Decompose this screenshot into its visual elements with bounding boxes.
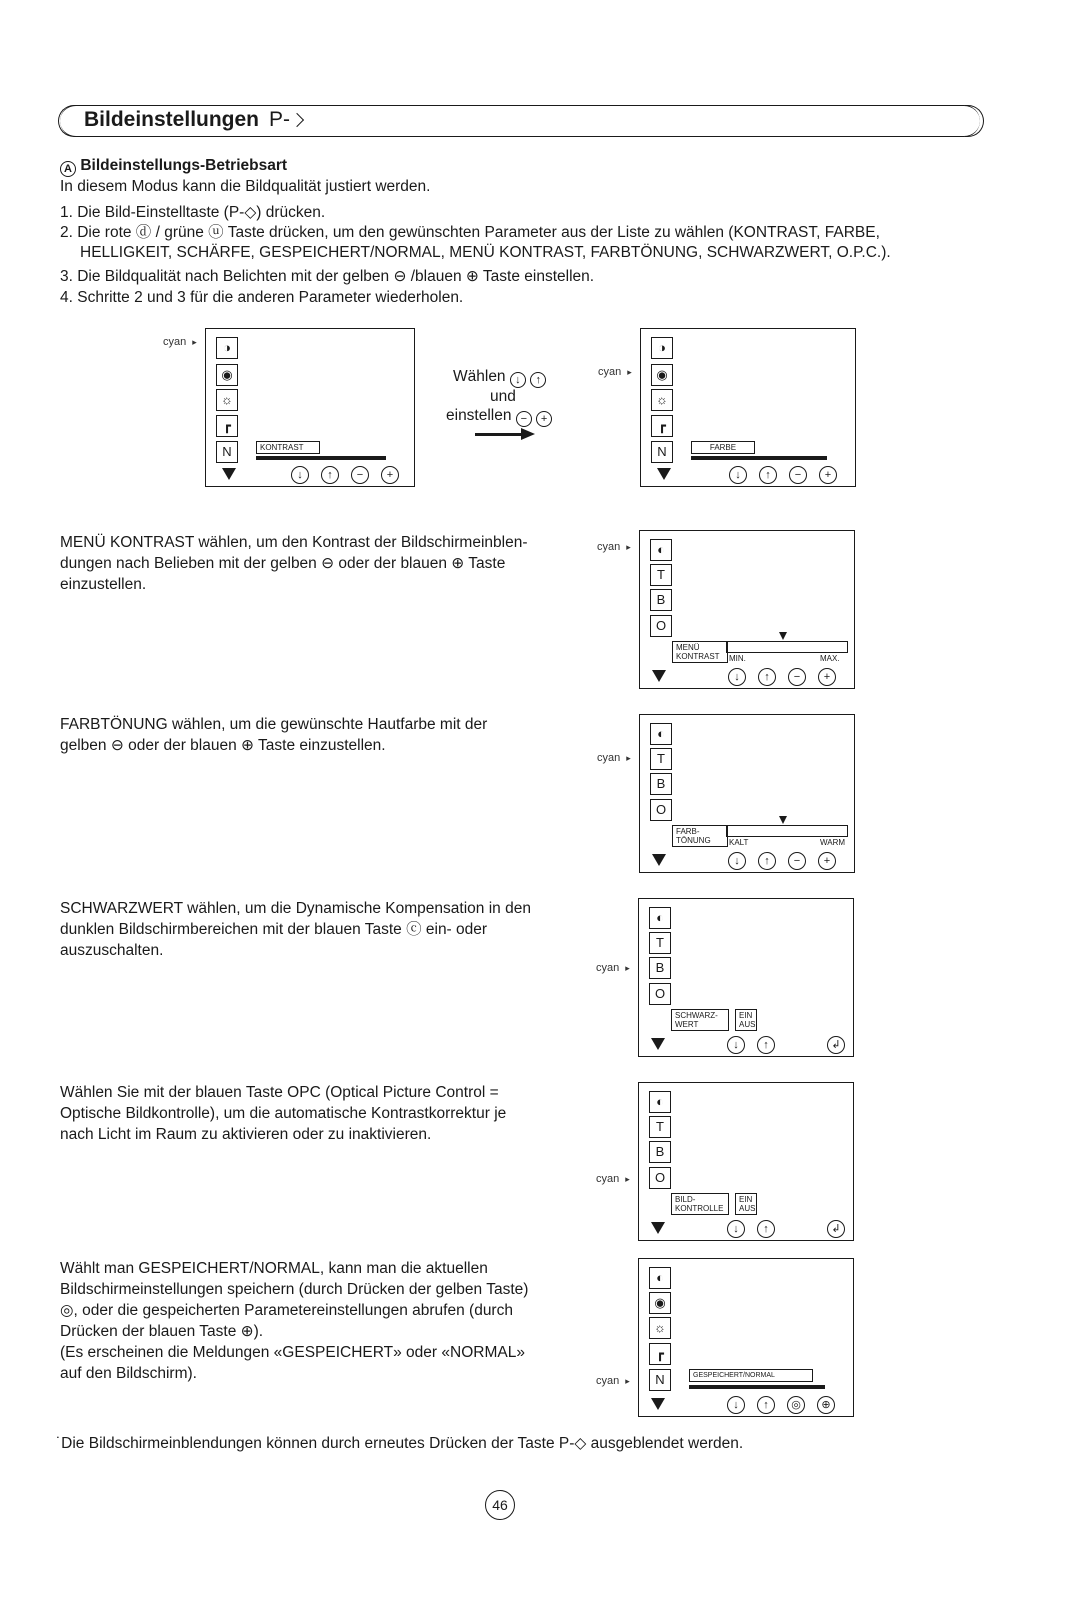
- osd-screen-kontrast: [205, 328, 415, 487]
- normal-icon: N: [651, 441, 673, 463]
- line: Drücken der blauen Taste ⊕).: [60, 1323, 264, 1340]
- line: Optische Bildkontrolle), um die automatische Kontrastkorrektur je: [60, 1105, 507, 1122]
- caption-and: und: [490, 388, 516, 405]
- cyan-label: cyan ▸: [597, 541, 631, 553]
- step-2: 2. Die rote ⓓ / grüne ⓤ Taste drücken, um den gewünschten Parameter aus der Liste zu wählen (KONTRAST, FARBE,: [60, 224, 880, 241]
- section-heading-text: Bildeinstellungs-Betriebsart: [80, 157, 288, 174]
- color-icon: ◉: [649, 1292, 671, 1314]
- contrast-icon: ◐: [649, 907, 671, 929]
- osd-label: MENÜ KONTRAST: [672, 641, 728, 663]
- cyan-label: cyan ▸: [597, 752, 631, 764]
- line: auszuschalten.: [60, 942, 164, 959]
- opc-icon: O: [649, 1167, 671, 1189]
- para-farbtoenung: [60, 714, 565, 756]
- line: Wählt man GESPEICHERT/NORMAL, kann man die aktuellen: [60, 1260, 488, 1277]
- right-arrow-icon: [521, 428, 535, 440]
- section-intro: In diesem Modus kann die Bildqualität justiert werden.: [60, 178, 431, 195]
- brightness-icon: ☼: [216, 389, 238, 411]
- line: MENÜ KONTRAST wählen, um den Kontrast der Bildschirmeinblen-: [60, 534, 528, 551]
- osd-label: KONTRAST: [256, 441, 320, 454]
- black-level-icon: B: [650, 773, 672, 795]
- scale-min: KALT: [729, 838, 749, 847]
- osd-screen-menu-kontrast: [639, 530, 855, 689]
- normal-icon: N: [649, 1369, 671, 1391]
- osd-buttons: ↓ ↑ − +: [291, 465, 411, 484]
- header-frame-right: [965, 105, 984, 137]
- step-3: 3. Die Bildqualität nach Belichten mit der gelben ⊖ /blauen ⊕ Taste einstellen.: [60, 268, 595, 285]
- osd-screen-farbe: [640, 328, 856, 487]
- osd-buttons: ↓ ↑ − +: [728, 667, 848, 686]
- line: dungen nach Belieben mit der gelben ⊖ oder der blauen ⊕ Taste: [60, 555, 506, 572]
- line: dunklen Bildschirmbereichen mit der blauen Taste ⓒ ein- oder: [60, 921, 488, 938]
- line: einzustellen.: [60, 576, 147, 593]
- tone-icon: T: [650, 748, 672, 770]
- black-level-icon: B: [649, 957, 671, 979]
- brightness-icon: ☼: [651, 389, 673, 411]
- osd-buttons: ↓ ↑ − +: [728, 851, 848, 870]
- level-marker-icon: [779, 632, 787, 640]
- level-marker-icon: [779, 816, 787, 824]
- step-2-cont: HELLIGKEIT, SCHÄRFE, GESPEICHERT/NORMAL, MENÜ KONTRAST, FARBTÖNUNG, SCHWARZWERT, O.P.C.).: [80, 244, 891, 261]
- footer-note: ˙Die Bildschirmeinblendungen können durch erneutes Drücken der Taste P-◇ ausgeblendet werden.: [56, 1435, 744, 1452]
- line: (Es erscheinen die Meldungen «GESPEICHERT» oder «NORMAL»: [60, 1344, 525, 1361]
- tone-icon: T: [649, 1116, 671, 1138]
- osd-label: GESPEICHERT/NORMAL: [689, 1369, 813, 1382]
- para-opc: [60, 1082, 565, 1145]
- normal-icon: N: [216, 441, 238, 463]
- marker-a-icon: A: [60, 161, 76, 177]
- black-level-icon: B: [649, 1141, 671, 1163]
- section-a-heading: [60, 155, 287, 177]
- scale-max: MAX.: [820, 654, 840, 663]
- caption-line3: einstellen: [446, 407, 512, 424]
- sharpness-icon: ┏: [649, 1343, 671, 1365]
- tone-icon: T: [650, 564, 672, 586]
- caption-select: Wählen ↓ ↑: [453, 366, 546, 388]
- color-icon: ◉: [216, 364, 238, 386]
- para-menu-kontrast: [60, 532, 565, 595]
- title-text: Bildeinstellungen: [84, 108, 260, 131]
- contrast-icon: ◐: [649, 1091, 671, 1113]
- step-1: 1. Die Bild-Einstelltaste (P-◇) drücken.: [60, 204, 326, 221]
- line: auf den Bildschirm).: [60, 1365, 197, 1382]
- osd-buttons: ↓ ↑: [727, 1219, 787, 1238]
- osd-label: SCHWARZ- WERT: [671, 1009, 729, 1031]
- level-scale: [726, 641, 848, 653]
- contrast-icon: ◐: [650, 723, 672, 745]
- line: gelben ⊖ oder der blauen ⊕ Taste einzustellen.: [60, 737, 386, 754]
- contrast-icon: ◑: [651, 337, 673, 359]
- sharpness-icon: ┏: [216, 415, 238, 437]
- color-icon: ◉: [651, 364, 673, 386]
- cyan-label: cyan ▸: [163, 336, 197, 348]
- step-4: 4. Schritte 2 und 3 für die anderen Parameter wiederholen.: [60, 289, 464, 306]
- down-triangle-icon: [657, 468, 671, 480]
- down-triangle-icon: [222, 468, 236, 480]
- on-off-box: EIN AUS: [735, 1193, 757, 1215]
- scale-max: WARM: [820, 838, 846, 847]
- blue-button-icon: ↲: [827, 1219, 857, 1238]
- level-bar: [256, 456, 386, 460]
- osd-screen-opc: [638, 1082, 854, 1241]
- down-triangle-icon: [652, 854, 666, 866]
- line: Wählen Sie mit der blauen Taste OPC (Optical Picture Control =: [60, 1084, 499, 1101]
- p-diamond-icon: [290, 113, 304, 127]
- cyan-label: cyan ▸: [596, 1173, 630, 1185]
- down-triangle-icon: [651, 1398, 665, 1410]
- contrast-icon: ◑: [216, 337, 238, 359]
- osd-screen-gespeichert: [638, 1258, 854, 1417]
- down-triangle-icon: [651, 1038, 665, 1050]
- cyan-label: cyan ▸: [596, 1375, 630, 1387]
- page-title: [84, 108, 302, 132]
- arrow-line: [475, 433, 525, 436]
- blue-button-icon: ↲: [827, 1035, 857, 1054]
- page-number: 46: [485, 1490, 515, 1520]
- caption-adjust: einstellen − +: [446, 405, 552, 427]
- level-scale: [726, 825, 848, 837]
- osd-buttons: ↓ ↑ − +: [729, 465, 849, 484]
- para-gespeichert: [60, 1258, 565, 1384]
- sharpness-icon: ┏: [651, 415, 673, 437]
- tone-icon: T: [649, 932, 671, 954]
- osd-label: FARBE: [691, 441, 755, 454]
- cyan-label: cyan ▸: [598, 366, 632, 378]
- scale-min: MIN.: [729, 654, 746, 663]
- osd-label: FARB- TÖNUNG: [672, 825, 728, 847]
- contrast-icon: ◐: [650, 539, 672, 561]
- opc-icon: O: [650, 799, 672, 821]
- contrast-icon: ◐: [649, 1267, 671, 1289]
- osd-label: BILD- KONTROLLE: [671, 1193, 729, 1215]
- line: Bildschirmeinstellungen speichern (durch Drücken der gelben Taste): [60, 1281, 529, 1298]
- para-schwarzwert: [60, 898, 565, 961]
- cyan-label: cyan ▸: [596, 962, 630, 974]
- line: SCHWARZWERT wählen, um die Dynamische Kompensation in den: [60, 900, 531, 917]
- line: FARBTÖNUNG wählen, um die gewünschte Hautfarbe mit der: [60, 716, 488, 733]
- osd-screen-farbtoenung: [639, 714, 855, 873]
- line: nach Licht im Raum zu aktivieren oder zu inaktivieren.: [60, 1126, 432, 1143]
- level-bar: [689, 1385, 825, 1389]
- osd-screen-schwarzwert: [638, 898, 854, 1057]
- opc-icon: O: [649, 983, 671, 1005]
- on-off-box: EIN AUS: [735, 1009, 757, 1031]
- osd-buttons: ↓ ↑ ◎ ⊕: [727, 1395, 847, 1414]
- down-triangle-icon: [652, 670, 666, 682]
- p-label: P-: [269, 108, 291, 131]
- opc-icon: O: [650, 615, 672, 637]
- level-bar: [691, 456, 827, 460]
- osd-buttons: ↓ ↑: [727, 1035, 787, 1054]
- brightness-icon: ☼: [649, 1317, 671, 1339]
- caption-line1: Wählen: [453, 368, 506, 385]
- black-level-icon: B: [650, 589, 672, 611]
- line: ◎, oder die gespeicherten Parametereinstellungen abrufen (durch: [60, 1302, 513, 1319]
- down-triangle-icon: [651, 1222, 665, 1234]
